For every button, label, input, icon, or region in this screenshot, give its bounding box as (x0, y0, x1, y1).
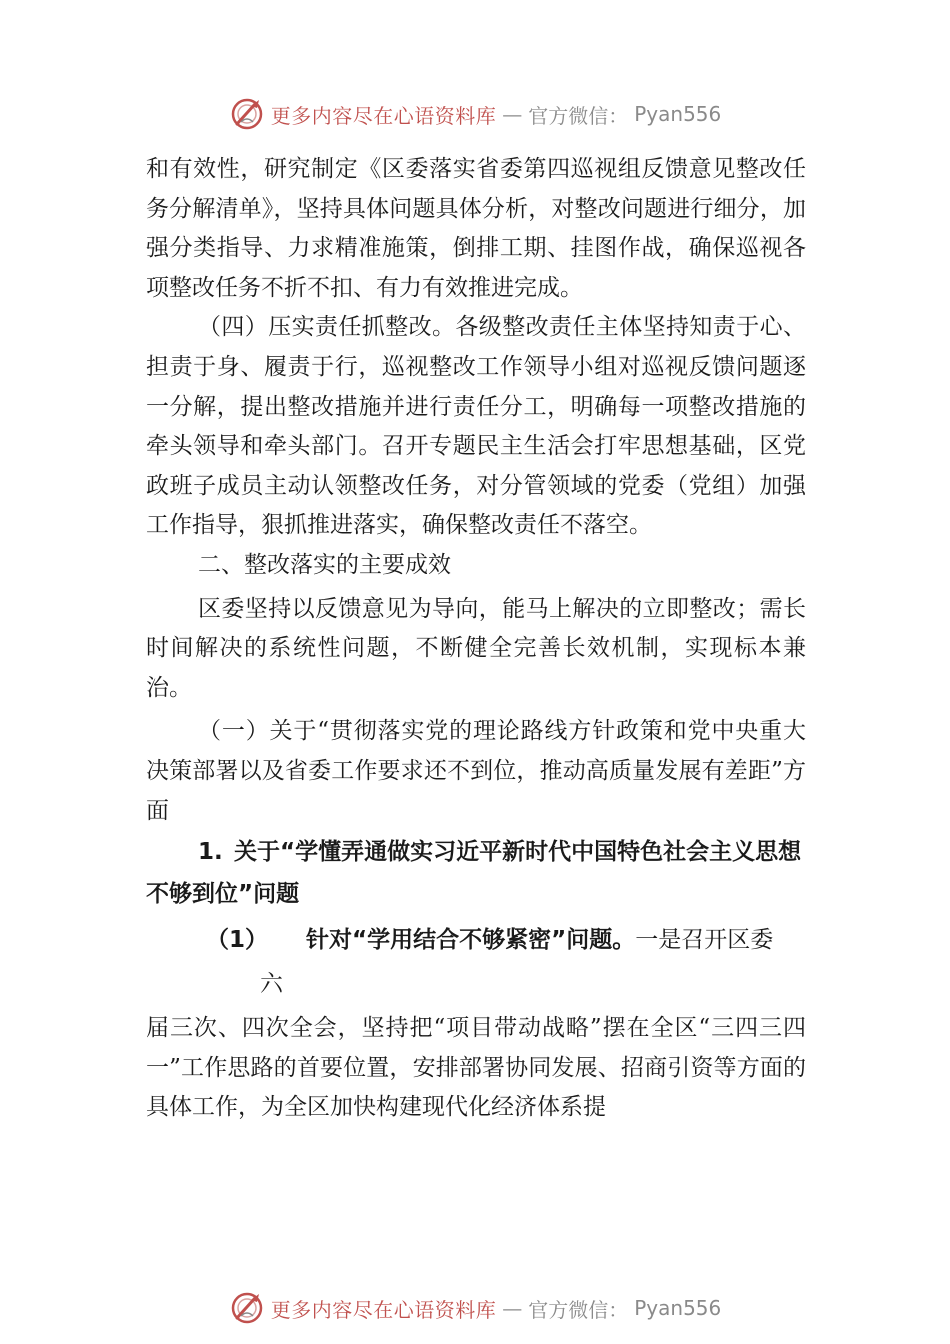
logo-icon (229, 96, 265, 132)
sub-item-1-rest: 一是召开区委 (635, 927, 774, 954)
footer-watermark (0, 1288, 950, 1328)
watermark-separator: — (502, 1296, 523, 1320)
paragraph-4: （一）关于“贯彻落实党的理论路线方针政策和党中央重大决策部署以及省委工作要求还不到位，推动高质量发展有差距”方面 (146, 718, 806, 824)
watermark-separator: — (502, 102, 523, 126)
logo-icon (229, 1290, 265, 1326)
paragraph-1: 和有效性，研究制定《区委落实省委第四巡视组反馈意见整改任务分解清单》，坚持具体问题具体分析，对整改问题进行细分，加强分类指导、力求精准施策，倒排工期、挂图作战，确保巡视各项整改任务不折不扣、有力有效推进完成。 (146, 156, 806, 301)
watermark-text: 更多内容尽在心语资料库 (270, 103, 497, 128)
watermark-text: 更多内容尽在心语资料库 (270, 1297, 497, 1322)
sub-item-1-bold: 针对“学用结合不够紧密”问题。 (306, 927, 636, 954)
item-1-text: 关于“学懂弄通做实习近平新时代中国特色社会主义思想不够到位”问题 (146, 839, 802, 908)
wechat-label: 官方微信： (528, 1297, 629, 1322)
item-1-number: 1. (198, 839, 223, 866)
sub-item-1-number: （1） (206, 927, 269, 954)
sub-item-1 (146, 919, 806, 961)
paragraph-5: 届三次、四次全会，坚持把“项目带动战略”摆在全区“三四三四一”工作思路的首要位置，安排部署协同发展、招商引资等方面的具体工作，为全区加快构建现代化经济体系提 (146, 1015, 806, 1121)
header-watermark (0, 94, 950, 134)
paragraph-3: 区委坚持以反馈意见为导向，能马上解决的立即整改；需长时间解决的系统性问题，不断健全完善长效机制，实现标本兼治。 (146, 595, 806, 701)
wechat-id: Pyan556 (634, 1296, 722, 1320)
section-heading: 二、整改落实的主要成效 (198, 551, 451, 578)
paragraph-2: （四）压实责任抓整改。各级整改责任主体坚持知责于心、担责于身、履责于行，巡视整改工作领导小组对巡视反馈问题逐一分解，提出整改措施并进行责任分工，明确每一项整改措施的牵头领导和牵头部门。召开专题民主生活会打牢思想基础，区党政班子成员主动认领整改任务，对分管领域的党委（党组）加强工作指导，狠抓推进落实，确保整改责任不落空。 (146, 314, 806, 539)
orphan-character: 六 (260, 971, 283, 998)
item-1-heading (146, 831, 806, 915)
wechat-label: 官方微信： (528, 103, 629, 128)
wechat-id: Pyan556 (634, 102, 722, 126)
document-body (146, 150, 806, 1128)
